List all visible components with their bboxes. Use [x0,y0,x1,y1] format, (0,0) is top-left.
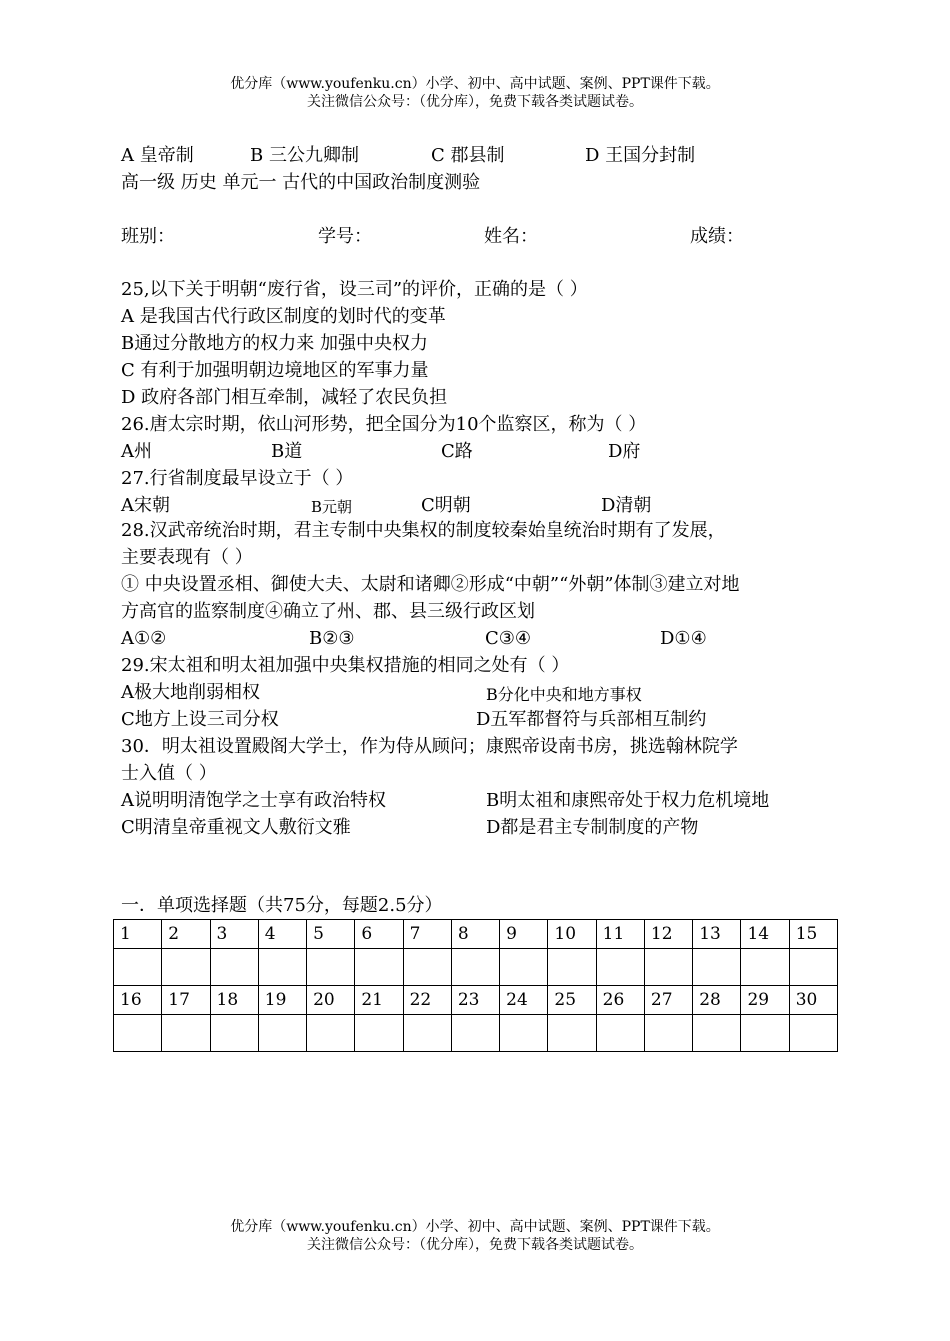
question-26-option-a: A州 [121,441,152,462]
page-footer-line-2: 关注微信公众号：（优分库），免费下载各类试题试卷。 [307,1237,643,1253]
answer-grid-number-row-2 [114,986,838,1015]
question-25-option-a: A 是我国古代行政区制度的划时代的变革 [121,306,446,327]
answer-blank-cell[interactable] [307,949,355,986]
question-27-stem: 27.行省制度最早设立于（ ） [121,468,354,489]
answer-blank-cell[interactable] [403,1015,451,1052]
answer-number-cell: 21 [355,986,403,1015]
answer-blank-cell[interactable] [741,949,789,986]
question-29-option-d: D五军都督符与兵部相互制约 [476,709,707,730]
answer-number-cell: 9 [500,920,548,949]
answer-blank-cell[interactable] [210,949,258,986]
answer-number-cell: 1 [114,920,162,949]
question-28-option-c: C③④ [485,628,532,649]
answer-blank-cell[interactable] [258,1015,306,1052]
question-30-option-a: A说明明清饱学之士享有政治特权 [121,790,386,811]
question-28-stem-line-2: 主要表现有（ ） [121,547,253,568]
class-label: 班别： [121,226,175,247]
carryover-option-c: C 郡县制 [431,145,505,166]
answer-number-cell: 6 [355,920,403,949]
question-28-stem-line-3: ① 中央设置丞相、御使大夫、太尉和诸卿②形成“中朝”“外朝”体制③建立对地 [121,574,740,595]
carryover-option-b: B 三公九卿制 [250,145,359,166]
name-label: 姓名： [484,226,538,247]
answer-number-cell: 5 [307,920,355,949]
answer-blank-cell[interactable] [403,949,451,986]
answer-blank-cell[interactable] [596,949,644,986]
answer-number-cell: 27 [644,986,692,1015]
answer-number-cell: 16 [114,986,162,1015]
answer-blank-cell[interactable] [789,1015,837,1052]
question-30-stem-line-1: 30．明太祖设置殿阁大学士，作为侍从顾问；康熙帝设南书房，挑选翰林院学 [121,736,738,757]
answer-blank-cell[interactable] [451,1015,499,1052]
question-25-stem: 25,以下关于明朝“废行省，设三司”的评价，正确的是（ ） [121,279,588,300]
question-27-option-b: B元朝 [311,498,353,516]
question-28-option-b: B②③ [309,628,355,649]
answer-blank-cell[interactable] [307,1015,355,1052]
question-26-option-c: C路 [441,441,473,462]
answer-number-cell: 8 [451,920,499,949]
answer-number-cell: 29 [741,986,789,1015]
answer-number-cell: 10 [548,920,596,949]
question-25-option-d: D 政府各部门相互牵制，减轻了农民负担 [121,387,448,408]
question-29-option-c: C地方上设三司分权 [121,709,279,730]
question-28-stem-line-4: 方高官的监察制度④确立了州、郡、县三级行政区划 [121,601,535,622]
carryover-option-a: A 皇帝制 [121,145,194,166]
answer-number-cell: 17 [162,986,210,1015]
answer-number-cell: 24 [500,986,548,1015]
answer-blank-cell[interactable] [162,1015,210,1052]
answer-number-cell: 19 [258,986,306,1015]
answer-number-cell: 28 [693,986,741,1015]
answer-number-cell: 11 [596,920,644,949]
question-30-option-c: C明清皇帝重视文人敷衍文雅 [121,817,351,838]
answer-blank-cell[interactable] [451,949,499,986]
question-30-option-b: B明太祖和康熙帝处于权力危机境地 [486,790,770,811]
page-header-line-1: 优分库（www.youfenku.cn）小学、初中、高中试题、案例、PPT课件下载。 [230,76,720,92]
answer-number-cell: 25 [548,986,596,1015]
answer-blank-cell[interactable] [693,1015,741,1052]
question-25-option-b: B通过分散地方的权力来 加强中央权力 [121,333,428,354]
question-25-option-c: C 有利于加强明朝边境地区的军事力量 [121,360,429,381]
question-30-stem-line-2: 士入值（ ） [121,763,217,784]
question-27-option-a: A宋朝 [121,495,170,516]
answer-number-cell: 15 [789,920,837,949]
carryover-option-d: D 王国分封制 [585,145,696,166]
question-28-option-a: A①② [121,628,167,649]
answer-blank-cell[interactable] [114,1015,162,1052]
question-29-option-a: A极大地削弱相权 [121,682,260,703]
answer-section-title: 一．单项选择题（共75分，每题2.5分） [121,895,443,916]
answer-blank-cell[interactable] [500,949,548,986]
answer-blank-cell[interactable] [741,1015,789,1052]
page-header-line-2: 关注微信公众号：（优分库），免费下载各类试题试卷。 [307,94,643,110]
answer-blank-cell[interactable] [355,949,403,986]
question-29-option-b: B分化中央和地方事权 [486,685,642,704]
answer-number-cell: 18 [210,986,258,1015]
question-30-option-d: D都是君主专制制度的产物 [486,817,699,838]
question-29-stem: 29.宋太祖和明太祖加强中央集权措施的相同之处有（ ） [121,655,570,676]
answer-number-cell: 4 [258,920,306,949]
exam-title: 高一级 历史 单元一 古代的中国政治制度测验 [121,172,481,193]
answer-blank-cell[interactable] [258,949,306,986]
answer-number-cell: 20 [307,986,355,1015]
answer-number-cell: 30 [789,986,837,1015]
answer-number-cell: 14 [741,920,789,949]
answer-blank-cell[interactable] [693,949,741,986]
answer-grid-number-row-1 [114,920,838,949]
answer-blank-cell[interactable] [548,949,596,986]
answer-number-cell: 2 [162,920,210,949]
answer-number-cell: 3 [210,920,258,949]
question-28-stem-line-1: 28.汉武帝统治时期，君主专制中央集权的制度较秦始皇统治时期有了发展， [121,520,726,541]
answer-grid-blank-row-2 [114,1015,838,1052]
answer-blank-cell[interactable] [596,1015,644,1052]
student-number-label: 学号： [318,226,372,247]
answer-blank-cell[interactable] [548,1015,596,1052]
answer-grid-blank-row-1 [114,949,838,986]
answer-blank-cell[interactable] [114,949,162,986]
question-28-option-d: D①④ [660,628,707,649]
question-27-option-d: D清朝 [601,495,652,516]
question-26-option-b: B道 [271,441,303,462]
answer-grid [113,919,838,1052]
answer-blank-cell[interactable] [355,1015,403,1052]
question-26-option-d: D府 [608,441,641,462]
answer-blank-cell[interactable] [210,1015,258,1052]
answer-blank-cell[interactable] [644,1015,692,1052]
answer-blank-cell[interactable] [162,949,210,986]
answer-blank-cell[interactable] [644,949,692,986]
score-label: 成绩： [690,226,744,247]
answer-number-cell: 26 [596,986,644,1015]
page-footer-line-1: 优分库（www.youfenku.cn）小学、初中、高中试题、案例、PPT课件下载。 [230,1219,720,1235]
answer-blank-cell[interactable] [500,1015,548,1052]
answer-number-cell: 12 [644,920,692,949]
answer-number-cell: 23 [451,986,499,1015]
answer-number-cell: 13 [693,920,741,949]
question-27-option-c: C明朝 [421,495,471,516]
answer-blank-cell[interactable] [789,949,837,986]
answer-number-cell: 22 [403,986,451,1015]
question-26-stem: 26.唐太宗时期，依山河形势，把全国分为10个监察区，称为（ ） [121,414,647,435]
answer-number-cell: 7 [403,920,451,949]
